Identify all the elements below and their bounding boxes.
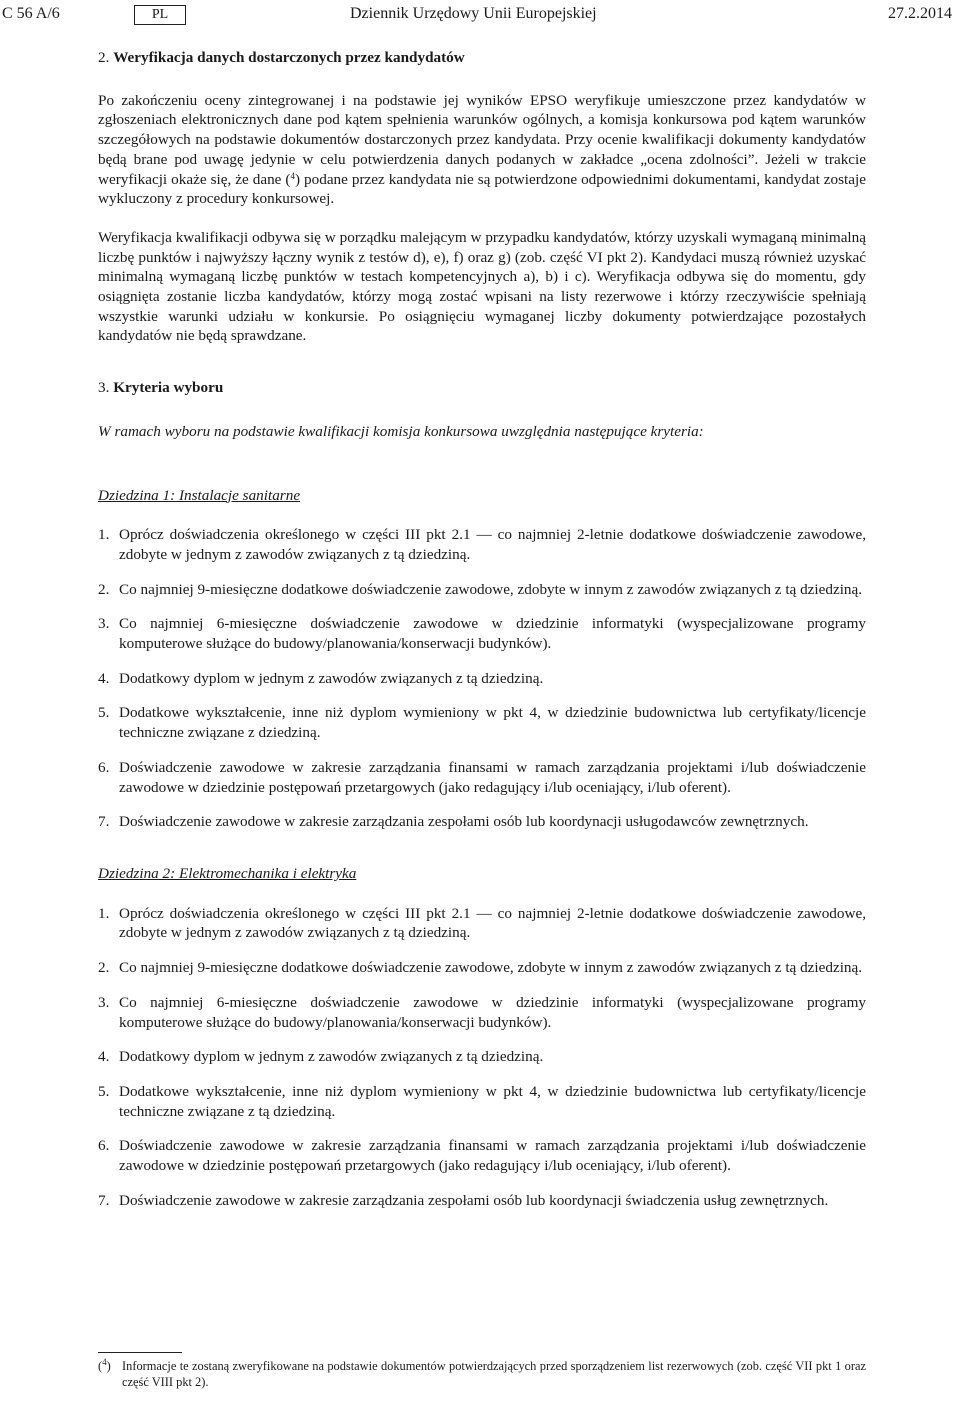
criterion-number: 7.: [98, 1191, 110, 1209]
criterion-item: [98, 993, 866, 1032]
criterion-number: 3.: [98, 615, 110, 633]
criterion-item: [98, 1047, 866, 1067]
section-number: 3.: [98, 379, 110, 397]
criterion-number: 1.: [98, 904, 110, 922]
criterion-text: Co najmniej 6-miesięczne doświadczenie zawodowe w dziedzinie informatyki (wyspecjalizowane programy komputerowe służące do budowy/planowania/konserwacji budynków).: [119, 993, 866, 1031]
criterion-number: 4.: [98, 669, 110, 687]
criterion-item: [98, 580, 866, 600]
field-1-title: Dziedzina 1: Instalacje sanitarne: [98, 486, 301, 504]
criterion-item: [98, 703, 866, 742]
criterion-number: 6.: [98, 1137, 110, 1155]
section-title: Weryfikacja danych dostarczonych przez kandydatów: [113, 49, 465, 66]
criterion-text: Dodatkowe wykształcenie, inne niż dyplom wymieniony w pkt 4, w dziedzinie budownictwa lub certyfikaty/licencje techniczne związane z tą dziedziną.: [119, 1082, 866, 1120]
criterion-text: Dodatkowe wykształcenie, inne niż dyplom wymieniony w pkt 4, w dziedzinie budownictwa lub certyfikaty/licencje techniczne związane z dziedziną.: [119, 704, 866, 742]
footnote-mark: ($^4$): [98, 1357, 111, 1373]
criterion-text: Doświadczenie zawodowe w zakresie zarządzania finansami w ramach zarządzania projektami i/lub doświadczenie zawodowe w dziedzinie postępowań przetargowych (jako redagujący i/lub oceniający, i/lub oferent).: [119, 1137, 866, 1175]
section-2-heading: [98, 48, 866, 68]
criterion-text: Doświadczenie zawodowe w zakresie zarządzania finansami w ramach zarządzania projektami i/lub doświadczenie zawodowe w dziedzinie postępowań przetargowych (jako redagujący i/lub oceniający, i/lub oferent).: [119, 758, 866, 796]
criterion-text: Co najmniej 9-miesięczne dodatkowe doświadczenie zawodowe, zdobyte w innym z zawodów związanych z tą dziedziną.: [119, 959, 863, 977]
footnote-reference[interactable]: 4: [290, 170, 295, 181]
section-title: Kryteria wyboru: [113, 379, 224, 397]
field-1-criteria-list: [98, 525, 866, 832]
criterion-item: [98, 525, 866, 564]
criterion-number: 3.: [98, 993, 110, 1011]
language-badge: PL: [134, 5, 186, 25]
field-2-criteria-list: [98, 904, 866, 1211]
criterion-item: [98, 758, 866, 797]
criterion-item: [98, 1136, 866, 1175]
criterion-number: 6.: [98, 758, 110, 776]
publication-date: 27.2.2014: [888, 5, 952, 22]
criterion-text: Dodatkowy dyplom w jednym z zawodów związanych z tą dziedziną.: [119, 1048, 544, 1066]
section-3-heading: [98, 378, 866, 398]
criterion-item: [98, 958, 866, 978]
criterion-number: 4.: [98, 1048, 110, 1066]
criterion-number: 1.: [98, 526, 110, 544]
section-2-paragraph-2: Weryfikacja kwalifikacji odbywa się w porządku malejącym w przypadku kandydatów, którzy uzyskali wymaganą minimalną liczbę punktów i najwyższy łączny wynik z testów d), e), f) oraz g) (zob. część VI pkt 2). Kandydaci muszą również uzyskać minimalną wymaganą liczbę punktów w testach kompetencyjnych a), b) i c). Weryfikacja odbywa się do momentu, gdy osiągnięta zostanie liczba kandydatów, którzy mogą zostać wpisani na listy rezerwowe i którzy rzeczywiście spełniają wszystkie warunki udziału w konkursie. Po osiągnięciu wymaganej liczby dokumenty potwierdzające pozostałych kandydatów nie będą sprawdzane.: [98, 228, 866, 345]
criterion-text: Oprócz doświadczenia określonego w części III pkt 2.1 — co najmniej 2-letnie dodatkowe doświadczenie zawodowe, zdobyte w jednym z zawodów związanych z tą dziedziną.: [119, 904, 866, 942]
criterion-text: Doświadczenie zawodowe w zakresie zarządzania zespołami osób lub koordynacji usługodawców zewnętrznych.: [119, 813, 809, 831]
criterion-number: 2.: [98, 580, 110, 598]
criterion-number: 5.: [98, 1082, 110, 1100]
criterion-item: [98, 614, 866, 653]
criterion-text: Dodatkowy dyplom w jednym z zawodów związanych z tą dziedziną.: [119, 669, 544, 687]
page-header: [0, 4, 960, 26]
section-3-intro: W ramach wyboru na podstawie kwalifikacji komisja konkursowa uwzględnia następujące kryteria:: [98, 422, 704, 440]
field-2-title: Dziedzina 2: Elektromechanika i elektryka: [98, 864, 357, 882]
page-reference: C 56 A/6: [2, 5, 60, 22]
criterion-item: [98, 812, 866, 832]
criterion-text: Co najmniej 9-miesięczne dodatkowe doświadczenie zawodowe, zdobyte w innym z zawodów związanych z tą dziedziną.: [119, 580, 863, 598]
footnote-text: Informacje te zostaną zweryfikowane na podstawie dokumentów potwierdzających przed sporządzeniem list rezerwowych (zob. część VII pkt 1 oraz część VIII pkt 2).: [122, 1359, 866, 1389]
footnote-separator: [98, 1352, 182, 1353]
criterion-number: 2.: [98, 959, 110, 977]
criterion-item: [98, 1191, 866, 1211]
footnote: [98, 1358, 866, 1390]
criterion-item: [98, 904, 866, 943]
criterion-text: Oprócz doświadczenia określonego w części III pkt 2.1 — co najmniej 2-letnie dodatkowe doświadczenie zawodowe, zdobyte w jednym z zawodów związanych z tą dziedziną.: [119, 526, 866, 563]
main-content: [98, 48, 866, 1225]
journal-title: Dziennik Urzędowy Unii Europejskiej: [350, 5, 597, 22]
criterion-item: [98, 1082, 866, 1121]
criterion-item: [98, 669, 866, 689]
criterion-text: Doświadczenie zawodowe w zakresie zarządzania zespołami osób lub koordynacji świadczenia usług zewnętrznych.: [119, 1191, 829, 1209]
criterion-number: 7.: [98, 813, 110, 831]
criterion-number: 5.: [98, 704, 110, 722]
section-number: 2.: [98, 49, 110, 66]
section-2-paragraph-1: Po zakończeniu oceny zintegrowanej i na podstawie jej wyników EPSO weryfikuje umieszczone przez kandydatów w zgłoszeniach elektronicznych dane pod kątem spełnienia warunków ogólnych, a komisja konkursowa pod kątem warunków szczegółowych na podstawie dokumentów dostarczonych przez kandydata. Przy ocenie kwalifikacji dokumenty kandydatów będą brane pod uwagę jedynie w celu potwierdzenia danych podanych w zakładce „ocena zdolności”. Jeżeli w trakcie weryfikacji okaże się, że dane ($^4$) podane przez kandydata nie są potwierdzone odpowiednimi dokumentami, kandydat zostaje wykluczony z procedury konkursowej.: [98, 91, 866, 208]
criterion-text: Co najmniej 6-miesięczne doświadczenie zawodowe w dziedzinie informatyki (wyspecjalizowane programy komputerowe służące do budowy/planowania/konserwacji budynków).: [119, 615, 866, 653]
